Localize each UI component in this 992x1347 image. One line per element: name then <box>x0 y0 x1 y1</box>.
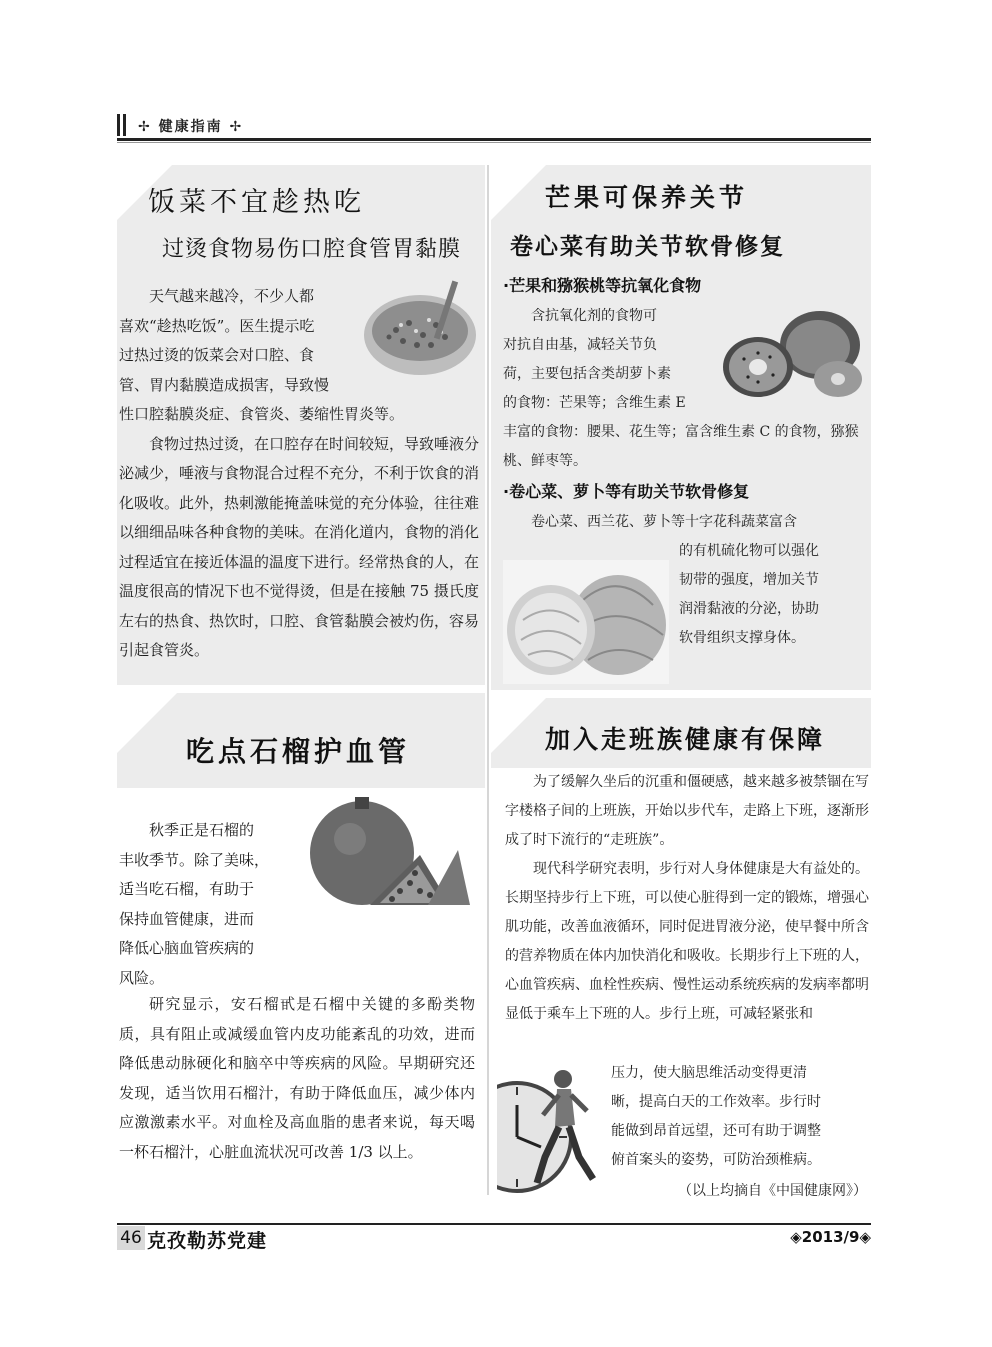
article1-line: 管、胃内黏膜造成损害，导致慢 <box>119 375 330 394</box>
article2-line: 软骨组织支撑身体。 <box>679 630 805 646</box>
cabbage-image <box>503 560 669 684</box>
article3-line: 适当吃石榴，有助于 <box>119 880 255 898</box>
article2-section2-body <box>679 537 865 653</box>
article2-line: 对抗自由基，减轻关节负 <box>503 337 657 353</box>
article2-line: 卷心菜、西兰花、萝卜等十字花科蔬菜富含 <box>531 514 797 530</box>
article1-line: 过热过烫的饭菜会对口腔、食 <box>119 346 315 364</box>
page-number: 46 <box>117 1226 145 1250</box>
panel-notch <box>491 698 546 753</box>
article3-line: 秋季正是石榴的 <box>149 821 255 839</box>
article3-title: 吃点石榴护血管 <box>186 735 411 768</box>
column-divider <box>487 165 489 1195</box>
article4-body <box>505 768 869 1029</box>
article4-paragraph: 为了缓解久坐后的沉重和僵硬感，越来越多被禁锢在写字楼格子间的上班族，开始以步代车，走路上下班，逐渐形成了时下流行的“走班族”。 <box>505 774 869 848</box>
magazine-name: 克孜勒苏党建 <box>147 1230 268 1252</box>
article3-paragraph: 研究显示，安石榴甙是石榴中关键的多酚类物质，具有阻止或减缓血管内皮功能紊乱的功效，进而降低患动脉硬化和脑卒中等疾病的风险。早期研究还发现，适当饮用石榴汁，有助于降低血压，减少体内应激激素水平。对血栓及高血脂的患者来说，每天喝一杯石榴汁，心脏血流状况可改善 1/3 以上。 <box>119 995 475 1161</box>
article2-line: 韧带的强度，增加关节 <box>679 572 819 588</box>
article4-line: 晰，提高白天的工作效率。步行时 <box>611 1094 821 1110</box>
article4-title: 加入走班族健康有保障 <box>545 725 826 754</box>
article3-body-wrap <box>119 816 319 993</box>
article4-line: 压力，使大脑思维活动变得更清 <box>611 1065 807 1081</box>
section-title: ✢ 健康指南 ✢ <box>138 119 244 135</box>
issue-date: ◈2013/9◈ <box>790 1228 871 1246</box>
header-bars <box>117 114 131 136</box>
article1-paragraph: 食物过热过烫，在口腔存在时间较短，导致唾液分泌减少，唾液与食物混合过程不充分，不利于饮食的消化吸收。此外，热刺激能掩盖味觉的充分体验，往往难以细细品味各种食物的美味。在消化道内，食物的消化过程适宜在接近体温的温度下进行。经常热食的人，在温度很高的情况下也不觉得烫，但是在接触 75 摄氏度左右的热食、热饮时，口腔、食管黏膜会被灼伤，容易引起食管炎。 <box>119 434 480 659</box>
article3-line: 丰收季节。除了美味， <box>119 850 270 869</box>
article3-body <box>119 990 475 1167</box>
article1-line: 喜欢“趁热吃饭”。医生提示吃 <box>119 316 315 335</box>
article3-line: 降低心脑血管疾病的 <box>119 939 255 957</box>
article2-line: 的有机硫化物可以强化 <box>679 543 819 559</box>
bullet-heading: ·芒果和猕猴桃等抗氧化食物 <box>503 276 702 295</box>
article2-line: 含抗氧化剂的食物可 <box>531 308 657 324</box>
article1-line: 天气越来越冷，不少人都 <box>149 287 315 305</box>
article2-section1-body <box>503 302 863 476</box>
bullet-heading: ·卷心菜、萝卜等有助关节软骨修复 <box>503 482 750 501</box>
article2-line: 丰富的食物：腰果、花生等；富含维生素 C 的食物，猕猴桃、鲜枣等。 <box>503 424 859 469</box>
panel-notch <box>491 165 546 220</box>
article2-line: 荷，主要包括含类胡萝卜素 <box>503 366 671 382</box>
article1-subtitle: 过烫食物易伤口腔食管胃黏膜 <box>162 237 462 262</box>
article4-line: 能做到昂首远望，还可有助于调整 <box>611 1123 821 1139</box>
article4-paragraph: 现代科学研究表明，步行对人身体健康是大有益处的。长期坚持步行上下班，可以使心脏得到一定的锻炼，增强心肌功能，改善血液循环，同时促进胃液分泌，使早餐中所含的营养物质在体内加快消化和吸收。长期步行上下班的人，心血管疾病、血栓性疾病、慢性运动系统疾病的发病率都明显低于乘车上下班的人。步行上班，可减轻紧张和 <box>505 861 869 1022</box>
article2-subtitle: 卷心菜有助关节软骨修复 <box>510 234 785 260</box>
source-note: （以上均摘自《中国健康网》） <box>678 1183 867 1199</box>
walking-commuter-image <box>497 1065 605 1195</box>
header-rule <box>117 138 871 141</box>
article1-line: 性口腔黏膜炎症、食管炎、萎缩性胃炎等。 <box>119 405 405 423</box>
panel-notch <box>117 693 177 753</box>
article2-line: 润滑黏液的分泌，协助 <box>679 601 819 617</box>
article4-line: 俯首案头的姿势，可防治颈椎病。 <box>611 1152 821 1168</box>
article2-title: 芒果可保养关节 <box>545 183 749 212</box>
article1-body <box>119 282 479 666</box>
article2-line: 的食物：芒果等；含维生素 E <box>503 395 686 411</box>
header-rule-thin <box>117 142 871 143</box>
article1-title: 饭菜不宜趁热吃 <box>148 187 365 218</box>
article4-body-wrap <box>611 1059 869 1175</box>
article3-line: 保持血管健康，进而 <box>119 909 255 928</box>
article3-line: 风险。 <box>119 968 165 987</box>
article2-section2-first <box>503 508 863 537</box>
footer-rule <box>117 1223 871 1225</box>
pomegranate-image <box>300 795 472 915</box>
